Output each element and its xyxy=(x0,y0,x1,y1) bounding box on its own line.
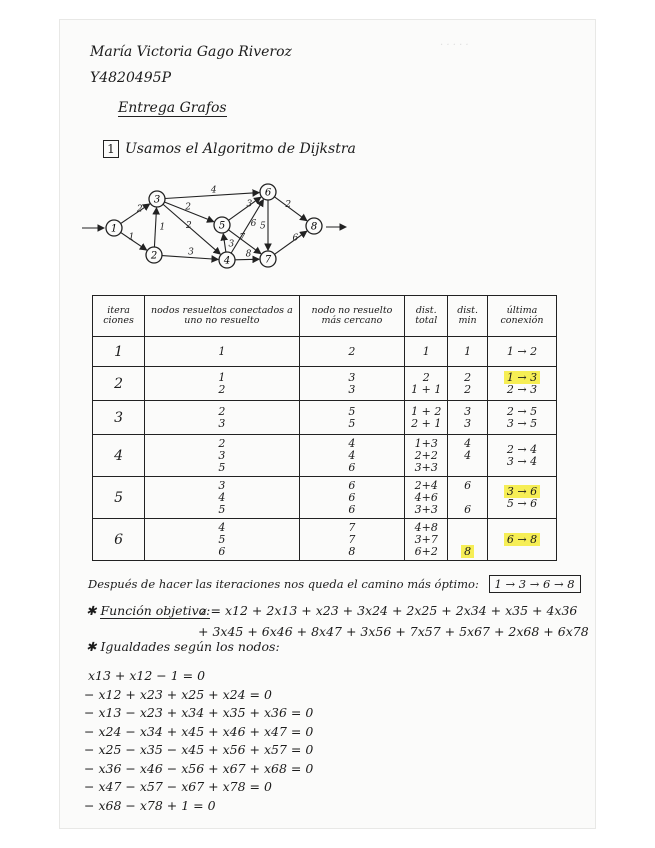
iteration-cell: 5 xyxy=(93,477,145,519)
graph-node-2 xyxy=(146,247,162,263)
page-title: Entrega Grafos xyxy=(118,100,227,116)
graph-edge-5-6 xyxy=(229,197,261,220)
min-distance-cell: 1 xyxy=(448,337,488,367)
edge-weight-5-6: 3 xyxy=(246,199,253,210)
table-row xyxy=(93,519,557,561)
svg-text:5: 5 xyxy=(218,220,226,232)
equality-line: − x68 − x78 + 1 = 0 xyxy=(84,797,216,813)
last-connection-cell: 1 → 2 xyxy=(487,337,556,367)
min-distance-cell: 8 xyxy=(448,519,488,561)
svg-text:8: 8 xyxy=(310,221,318,233)
graph-edge-7-8 xyxy=(275,231,307,254)
conclusion-text: Después de hacer las iteraciones nos queda el camino más óptimo: xyxy=(88,577,479,591)
equality-line: − x25 − x35 − x45 + x56 + x57 = 0 xyxy=(84,742,314,757)
solved-nodes-cell: 2 3 xyxy=(145,401,299,435)
optimal-path: 1 → 3 → 6 → 8 xyxy=(489,575,581,593)
table-row xyxy=(93,435,557,477)
edge-weight-2-4: 3 xyxy=(188,247,194,258)
iteration-cell: 4 xyxy=(93,435,145,477)
iteration-cell: 6 xyxy=(93,519,145,561)
edge-weight-4-5: 3 xyxy=(228,239,235,250)
total-distance-cell: 1 + 2 2 + 1 xyxy=(405,401,448,435)
nearest-node-cell: 5 5 xyxy=(299,401,405,435)
svg-text:1: 1 xyxy=(110,223,118,235)
total-distance-cell: 1+3 2+2 3+3 xyxy=(405,435,448,477)
svg-text:4: 4 xyxy=(223,255,231,267)
graph-diagram xyxy=(80,178,350,278)
edge-weight-5-7: 7 xyxy=(239,233,246,244)
min-distance-cell: 2 2 xyxy=(448,367,488,401)
solved-nodes-cell: 2 3 5 xyxy=(145,435,299,477)
graph-node-7 xyxy=(260,251,276,267)
table-header-5: última conexión xyxy=(487,296,556,337)
graph-node-1 xyxy=(106,220,122,236)
svg-text:6: 6 xyxy=(264,187,272,199)
equality-line: x13 + x12 − 1 = 0 xyxy=(88,668,206,683)
min-distance-cell: 4 4 xyxy=(448,435,488,477)
author-name: María Victoria Gago Riveroz xyxy=(90,44,292,60)
nearest-node-cell: 6 6 6 xyxy=(299,477,405,519)
total-distance-cell: 2+4 4+6 3+3 xyxy=(405,477,448,519)
table-row xyxy=(93,401,557,435)
table-header-2: nodo no resuelto más cercano xyxy=(299,296,405,337)
edge-weight-3-6: 4 xyxy=(210,185,217,196)
iteration-cell: 2 xyxy=(93,367,145,401)
graph-edge-2-3 xyxy=(154,208,156,247)
edge-weight-1-2: 1 xyxy=(128,232,135,243)
last-connection-cell: 6 → 8 xyxy=(487,519,556,561)
edge-weight-7-8: 6 xyxy=(292,233,299,244)
solved-nodes-cell: 1 2 xyxy=(145,367,299,401)
iteration-cell: 1 xyxy=(93,337,145,367)
solved-nodes-cell: 1 xyxy=(145,337,299,367)
table-row xyxy=(93,477,557,519)
svg-text:3: 3 xyxy=(153,194,161,206)
last-connection-cell: 3 → 6 5 → 6 xyxy=(487,477,556,519)
equalities-label-text: Igualdades según los nodos: xyxy=(100,639,280,654)
table-header-0: itera ciones xyxy=(93,296,145,337)
last-connection-cell: 2 → 4 3 → 4 xyxy=(487,435,556,477)
solved-nodes-cell: 3 4 5 xyxy=(145,477,299,519)
table-header-4: dist. min xyxy=(448,296,488,337)
nearest-node-cell: 3 3 xyxy=(299,367,405,401)
bleed-through: · · · · · xyxy=(440,40,469,51)
min-distance-cell: 3 3 xyxy=(448,401,488,435)
table-row xyxy=(93,337,557,367)
equality-line: − x47 − x57 − x67 + x78 = 0 xyxy=(84,779,272,794)
graph-node-8 xyxy=(306,218,322,234)
objective-line-2: + 3x45 + 6x46 + 8x47 + 3x56 + 7x57 + 5x67 + 2x68 + 6x78 xyxy=(198,624,589,639)
last-connection-cell: 2 → 5 3 → 5 xyxy=(487,401,556,435)
solved-nodes-cell: 4 5 6 xyxy=(145,519,299,561)
author-id: Y4820495P xyxy=(90,70,172,86)
min-distance-cell: 6 6 xyxy=(448,477,488,519)
last-connection-cell: 1 → 3 2 → 3 xyxy=(487,367,556,401)
dijkstra-table xyxy=(92,295,557,561)
nearest-node-cell: 7 7 8 xyxy=(299,519,405,561)
graph-node-5 xyxy=(214,217,230,233)
svg-text:2: 2 xyxy=(150,250,158,262)
table-header-1: nodos resueltos conectados a uno no resuelto xyxy=(145,296,299,337)
edge-weight-6-8: 2 xyxy=(285,200,292,211)
section-heading xyxy=(103,140,356,158)
graph-node-3 xyxy=(149,191,165,207)
nearest-node-cell: 4 4 6 xyxy=(299,435,405,477)
section-number: 1 xyxy=(103,140,119,158)
table-header-3: dist. total xyxy=(405,296,448,337)
total-distance-cell: 4+8 3+7 6+2 xyxy=(405,519,448,561)
edge-weight-3-4: 2 xyxy=(186,220,192,231)
section-heading-text: Usamos el Algoritmo de Dijkstra xyxy=(125,141,356,157)
graph-node-4 xyxy=(219,252,235,268)
svg-text:7: 7 xyxy=(264,254,272,266)
total-distance-cell: 1 xyxy=(405,337,448,367)
objective-line-1: z = x12 + 2x13 + x23 + 3x24 + 2x25 + 2x34 + x35 + 4x36 xyxy=(200,603,578,618)
equality-line: − x13 − x23 + x34 + x35 + x36 = 0 xyxy=(84,705,314,720)
nearest-node-cell: 2 xyxy=(299,337,405,367)
total-distance-cell: 2 1 + 1 xyxy=(405,367,448,401)
edge-weight-3-5: 2 xyxy=(185,202,192,213)
graph-edge-1-3 xyxy=(121,204,150,223)
equality-line: − x36 − x46 − x56 + x67 + x68 = 0 xyxy=(84,760,314,776)
edge-weight-2-3: 1 xyxy=(159,222,166,233)
graph-edge-4-5 xyxy=(223,234,226,252)
edge-weight-4-7: 8 xyxy=(245,249,252,260)
iteration-cell: 3 xyxy=(93,401,145,435)
table-row xyxy=(93,367,557,401)
edge-weight-6-7: 5 xyxy=(260,221,266,232)
conclusion-line xyxy=(88,577,581,591)
edge-weight-1-3: 2 xyxy=(136,204,143,215)
objective-label-text: Función objetivo: xyxy=(100,603,211,618)
graph-node-6 xyxy=(260,184,276,200)
equalities-label: ✱ Igualdades según los nodos: xyxy=(86,639,280,654)
equality-line: − x24 − x34 + x45 + x46 + x47 = 0 xyxy=(84,723,314,739)
edge-weight-4-6: 6 xyxy=(250,218,257,229)
objective-label: ✱ Función objetivo: xyxy=(86,603,211,618)
equality-line: − x12 + x23 + x25 + x24 = 0 xyxy=(84,686,272,702)
